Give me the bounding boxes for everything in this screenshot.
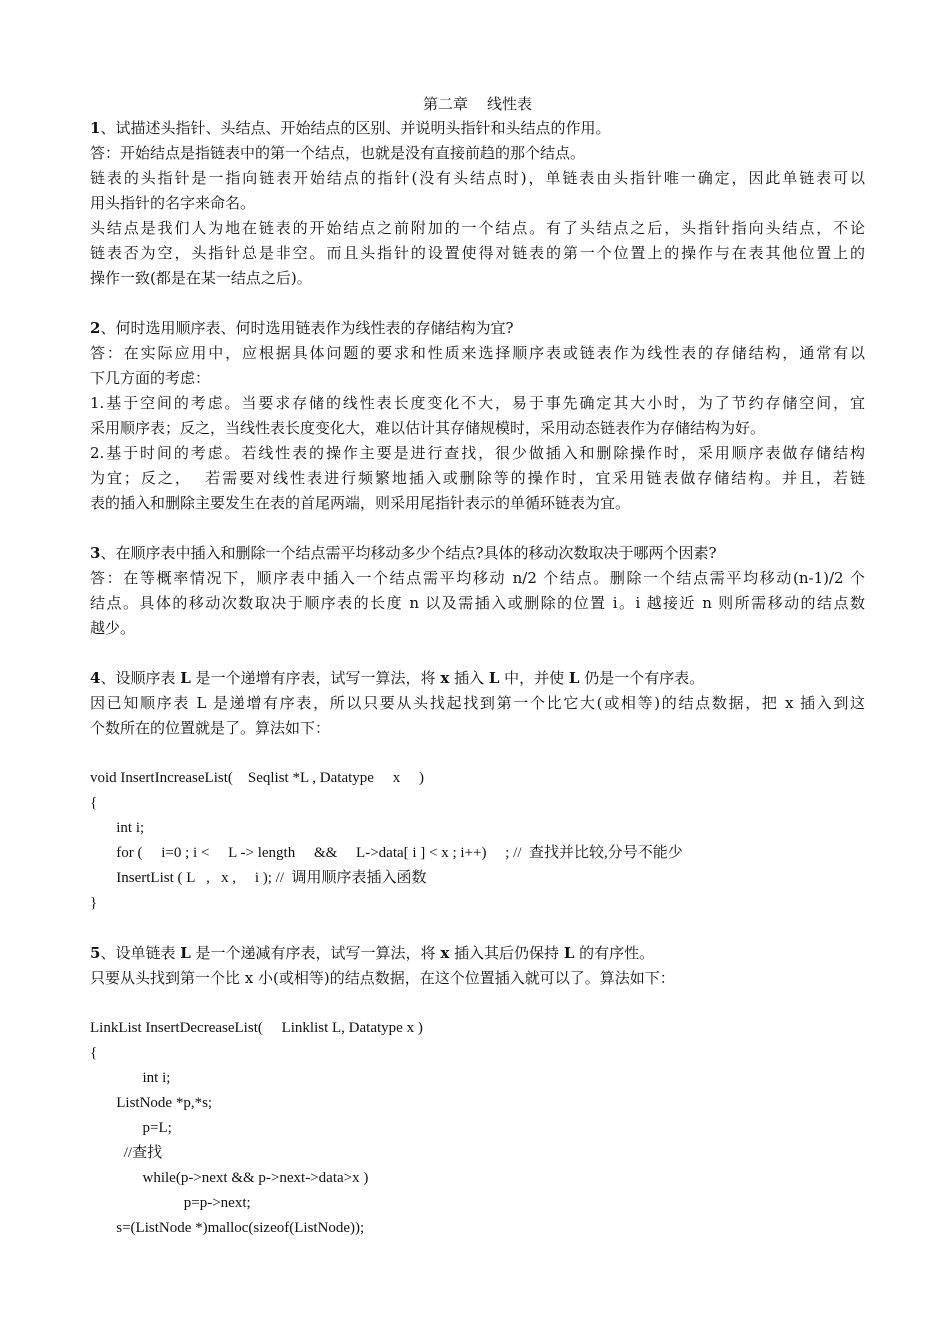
q5-question-text: 插入其后仍保持 [449, 944, 564, 962]
q5-number: 5 [90, 944, 101, 962]
q4-code-line: { [90, 795, 98, 811]
q5-question-text: 的有序性。 [574, 944, 655, 962]
q1-answer-line: 答：开始结点是指链表中的第一个结点，也就是没有直接前趋的那个结点。 [90, 144, 586, 162]
q5-code-line: //查找 [90, 1145, 163, 1161]
chapter-title: 第二章 线性表 [422, 95, 533, 113]
spacer [90, 741, 865, 766]
q1-answer-line: 头结点是我们人为地在链表的开始结点之前附加的一个结点。有了头结点之后，头指针指向头结点，不论 [90, 219, 865, 237]
q5-question-var: L [180, 944, 191, 962]
q1-answer-line: 链表否为空，头指针总是非空。而且头指针的设置使得对链表的第一个位置上的操作与在表其他位置上的 [90, 244, 865, 262]
q4-question-var: L [180, 669, 191, 687]
q5-code-line: while(p->next && p->next->data>x ) [90, 1170, 369, 1186]
q4-answer-line: 因已知顺序表 L 是递增有序表，所以只要从头找起找到第一个比它大(或相等)的结点数据，把 x 插入到这 [90, 694, 865, 712]
q5-question [90, 941, 865, 966]
q4-question-var: L [488, 669, 500, 687]
q3-question [90, 541, 865, 566]
q1-question-text: 、试描述头指针、头结点、开始结点的区别、并说明头指针和头结点的作用。 [100, 119, 611, 137]
q4-code-line: InsertList ( L , x , i ); // 调用顺序表插入函数 [90, 870, 427, 886]
q3-number: 3 [90, 544, 101, 562]
q1-number: 1 [90, 119, 101, 137]
q4-code-line: for ( i=0 ; i < L -> length && L->data[ i ] < x ; i++) ; // 查找并比较,分号不能少 [90, 845, 683, 861]
q5-question-text: 是一个递减有序表，试写一算法，将 [190, 944, 441, 962]
q5-code-line: { [90, 1045, 98, 1061]
q5-code-line: LinkList InsertDecreaseList( Linklist L, Datatype x ) [90, 1020, 423, 1036]
q1-answer-line: 操作一致(都是在某一结点之后)。 [90, 269, 312, 287]
q1-answer-line: 链表的头指针是一指向链表开始结点的指针(没有头结点时)，单链表由头指针唯一确定，因此单链表可以 [90, 169, 865, 187]
q4-question-var: x [440, 669, 450, 687]
q5-code-line: ListNode *p,*s; [90, 1095, 213, 1111]
document-page [90, 92, 865, 1241]
q2-answer-line: 为宜；反之， 若需要对线性表进行频繁地插入或删除等的操作时，宜采用链表做存储结构。并且，若链 [90, 469, 865, 487]
q3-answer-line: 答：在等概率情况下，顺序表中插入一个结点需平均移动 n/2 个结点。删除一个结点需平均移动(n-1)/2 个 [90, 569, 865, 587]
spacer [90, 291, 865, 316]
q2-answer-line: 下几方面的考虑： [90, 369, 211, 387]
q4-code-line: int i; [90, 820, 145, 836]
q5-code-line: s=(ListNode *)malloc(sizeof(ListNode)); [90, 1220, 365, 1236]
q5-answer-line: 只要从头找到第一个比 x 小(或相等)的结点数据，在这个位置插入就可以了。算法如下： [90, 969, 675, 987]
q2-answer-line: 答：在实际应用中，应根据具体问题的要求和性质来选择顺序表或链表作为线性表的存储结构，通常有以 [90, 344, 865, 362]
q2-number: 2 [90, 319, 101, 337]
q4-question-text: 仍是一个有序表。 [579, 669, 705, 687]
q4-question-text: 是一个递增有序表，试写一算法，将 [190, 669, 441, 687]
q2-answer-line: 2.基于时间的考虑。若线性表的操作主要是进行查找，很少做插入和删除操作时，采用顺序表做存储结构 [90, 444, 865, 462]
q5-question-var: x [440, 944, 450, 962]
spacer [90, 991, 865, 1016]
q5-code-line: p=L; [90, 1120, 172, 1136]
q4-code-line: void InsertIncreaseList( Seqlist *L , Datatype x ) [90, 770, 424, 786]
q3-question-text: 、在顺序表中插入和删除一个结点需平均移动多少个结点?具体的移动次数取决于哪两个因素? [100, 544, 717, 562]
q2-answer-line: 采用顺序表；反之，当线性表长度变化大，难以估计其存储规模时，采用动态链表作为存储结构为好。 [90, 419, 766, 437]
spacer [90, 916, 865, 941]
q4-question-var: L [568, 669, 580, 687]
q2-answer-line: 1.基于空间的考虑。当要求存储的线性表长度变化不大，易于事先确定其大小时，为了节约存储空间，宜 [90, 394, 865, 412]
q5-question-var: L [563, 944, 575, 962]
q1-answer-line: 用头指针的名字来命名。 [90, 194, 256, 212]
q4-answer-line: 个数所在的位置就是了。算法如下： [90, 719, 331, 737]
q4-number: 4 [90, 669, 101, 687]
q3-answer-line: 越少。 [90, 619, 136, 637]
q5-question-text: 、设单链表 [100, 944, 181, 962]
q2-question [90, 316, 865, 341]
q1-question [90, 116, 865, 141]
spacer [90, 641, 865, 666]
q2-answer-line: 表的插入和删除主要发生在表的首尾两端，则采用尾指针表示的单循环链表为宜。 [90, 494, 631, 512]
q4-question-text: 插入 [449, 669, 489, 687]
q5-code-line: p=p->next; [90, 1195, 251, 1211]
spacer [90, 516, 865, 541]
q4-question-text: 中，并使 [499, 669, 569, 687]
q4-code-line: } [90, 895, 98, 911]
q4-question-text: 、设顺序表 [100, 669, 181, 687]
q5-code-line: int i; [90, 1070, 171, 1086]
q3-answer-line: 结点。具体的移动次数取决于顺序表的长度 n 以及需插入或删除的位置 i。i 越接近 n 则所需移动的结点数 [90, 594, 865, 612]
q2-question-text: 、何时选用顺序表、何时选用链表作为线性表的存储结构为宜? [100, 319, 514, 337]
q4-question [90, 666, 865, 691]
